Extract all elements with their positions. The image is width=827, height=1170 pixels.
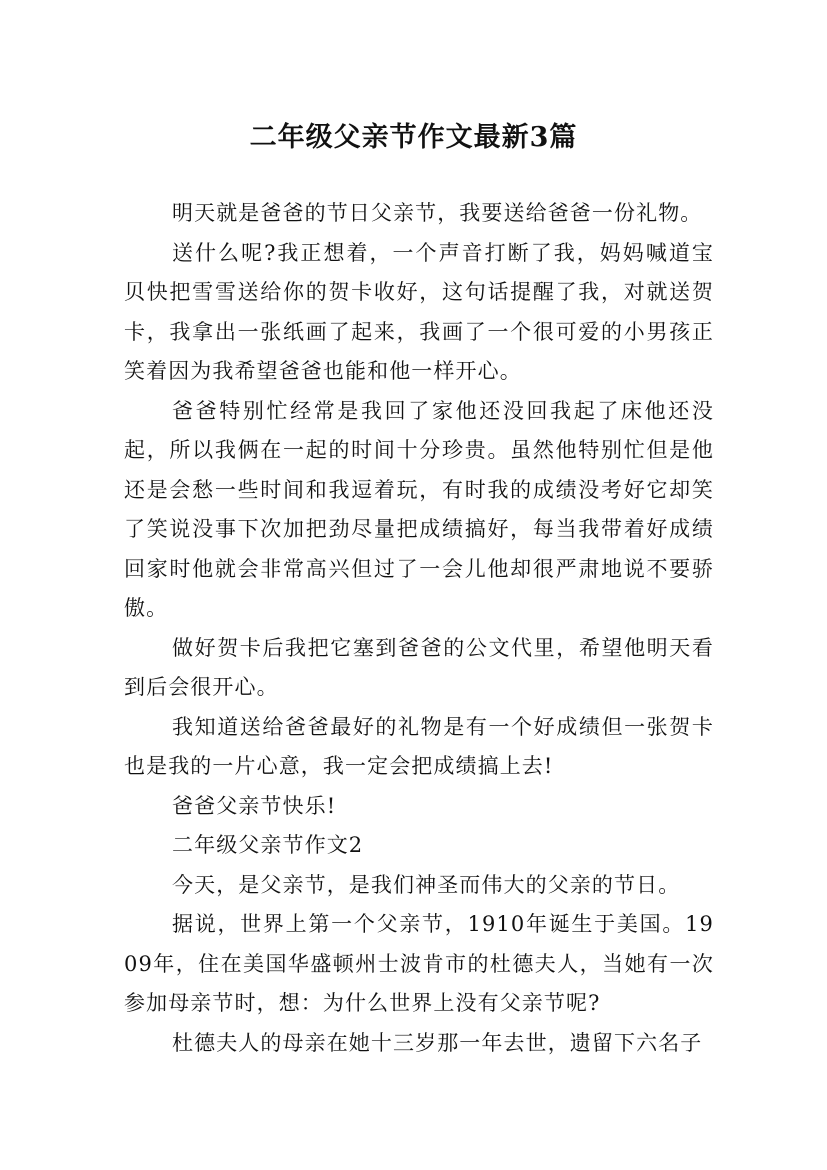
document-title: 二年级父亲节作文最新3篇: [249, 122, 578, 154]
paragraph-3: 爸爸特别忙经常是我回了家他还没回我起了床他还没起，所以我俩在一起的时间十分珍贵。虽然他特别忙但是他还是会愁一些时间和我逗着玩，有时我的成绩没考好它却笑了笑说没事下次加把劲尽量把成绩搞好，每当我带着好成绩回家时他就会非常高兴但过了一会儿他却很严肃地说不要骄傲。: [124, 398, 714, 620]
paragraph-6: 爸爸父亲节快乐!: [172, 793, 337, 818]
paragraph-7: 今天，是父亲节，是我们神圣而伟大的父亲的节日。: [172, 872, 681, 897]
paragraph-9: 杜德夫人的母亲在她十三岁那一年去世，遗留下六名子: [172, 1030, 703, 1055]
paragraph-2: 送什么呢?我正想着，一个声音打断了我，妈妈喊道宝贝快把雪雪送给你的贺卡收好，这句话提醒了我，对就送贺卡，我拿出一张纸画了起来，我画了一个很可爱的小男孩正笑着因为我希望爸爸也能和他一样开心。: [124, 240, 714, 383]
section-heading-2: 二年级父亲节作文2: [172, 833, 364, 857]
document-body: [124, 194, 714, 1063]
paragraph-5: 我知道送给爸爸最好的礼物是有一个好成绩但一张贺卡也是我的一片心意，我一定会把成绩搞上去!: [124, 714, 714, 778]
paragraph-8: 据说，世界上第一个父亲节，1910年诞生于美国。1909年，住在美国华盛顿州士波肯市的杜德夫人，当她有一次参加母亲节时，想：为什么世界上没有父亲节呢?: [124, 912, 714, 1015]
paragraph-1: 明天就是爸爸的节日父亲节，我要送给爸爸一份礼物。: [172, 201, 703, 225]
paragraph-4: 做好贺卡后我把它塞到爸爸的公文代里，希望他明天看到后会很开心。: [124, 635, 714, 699]
